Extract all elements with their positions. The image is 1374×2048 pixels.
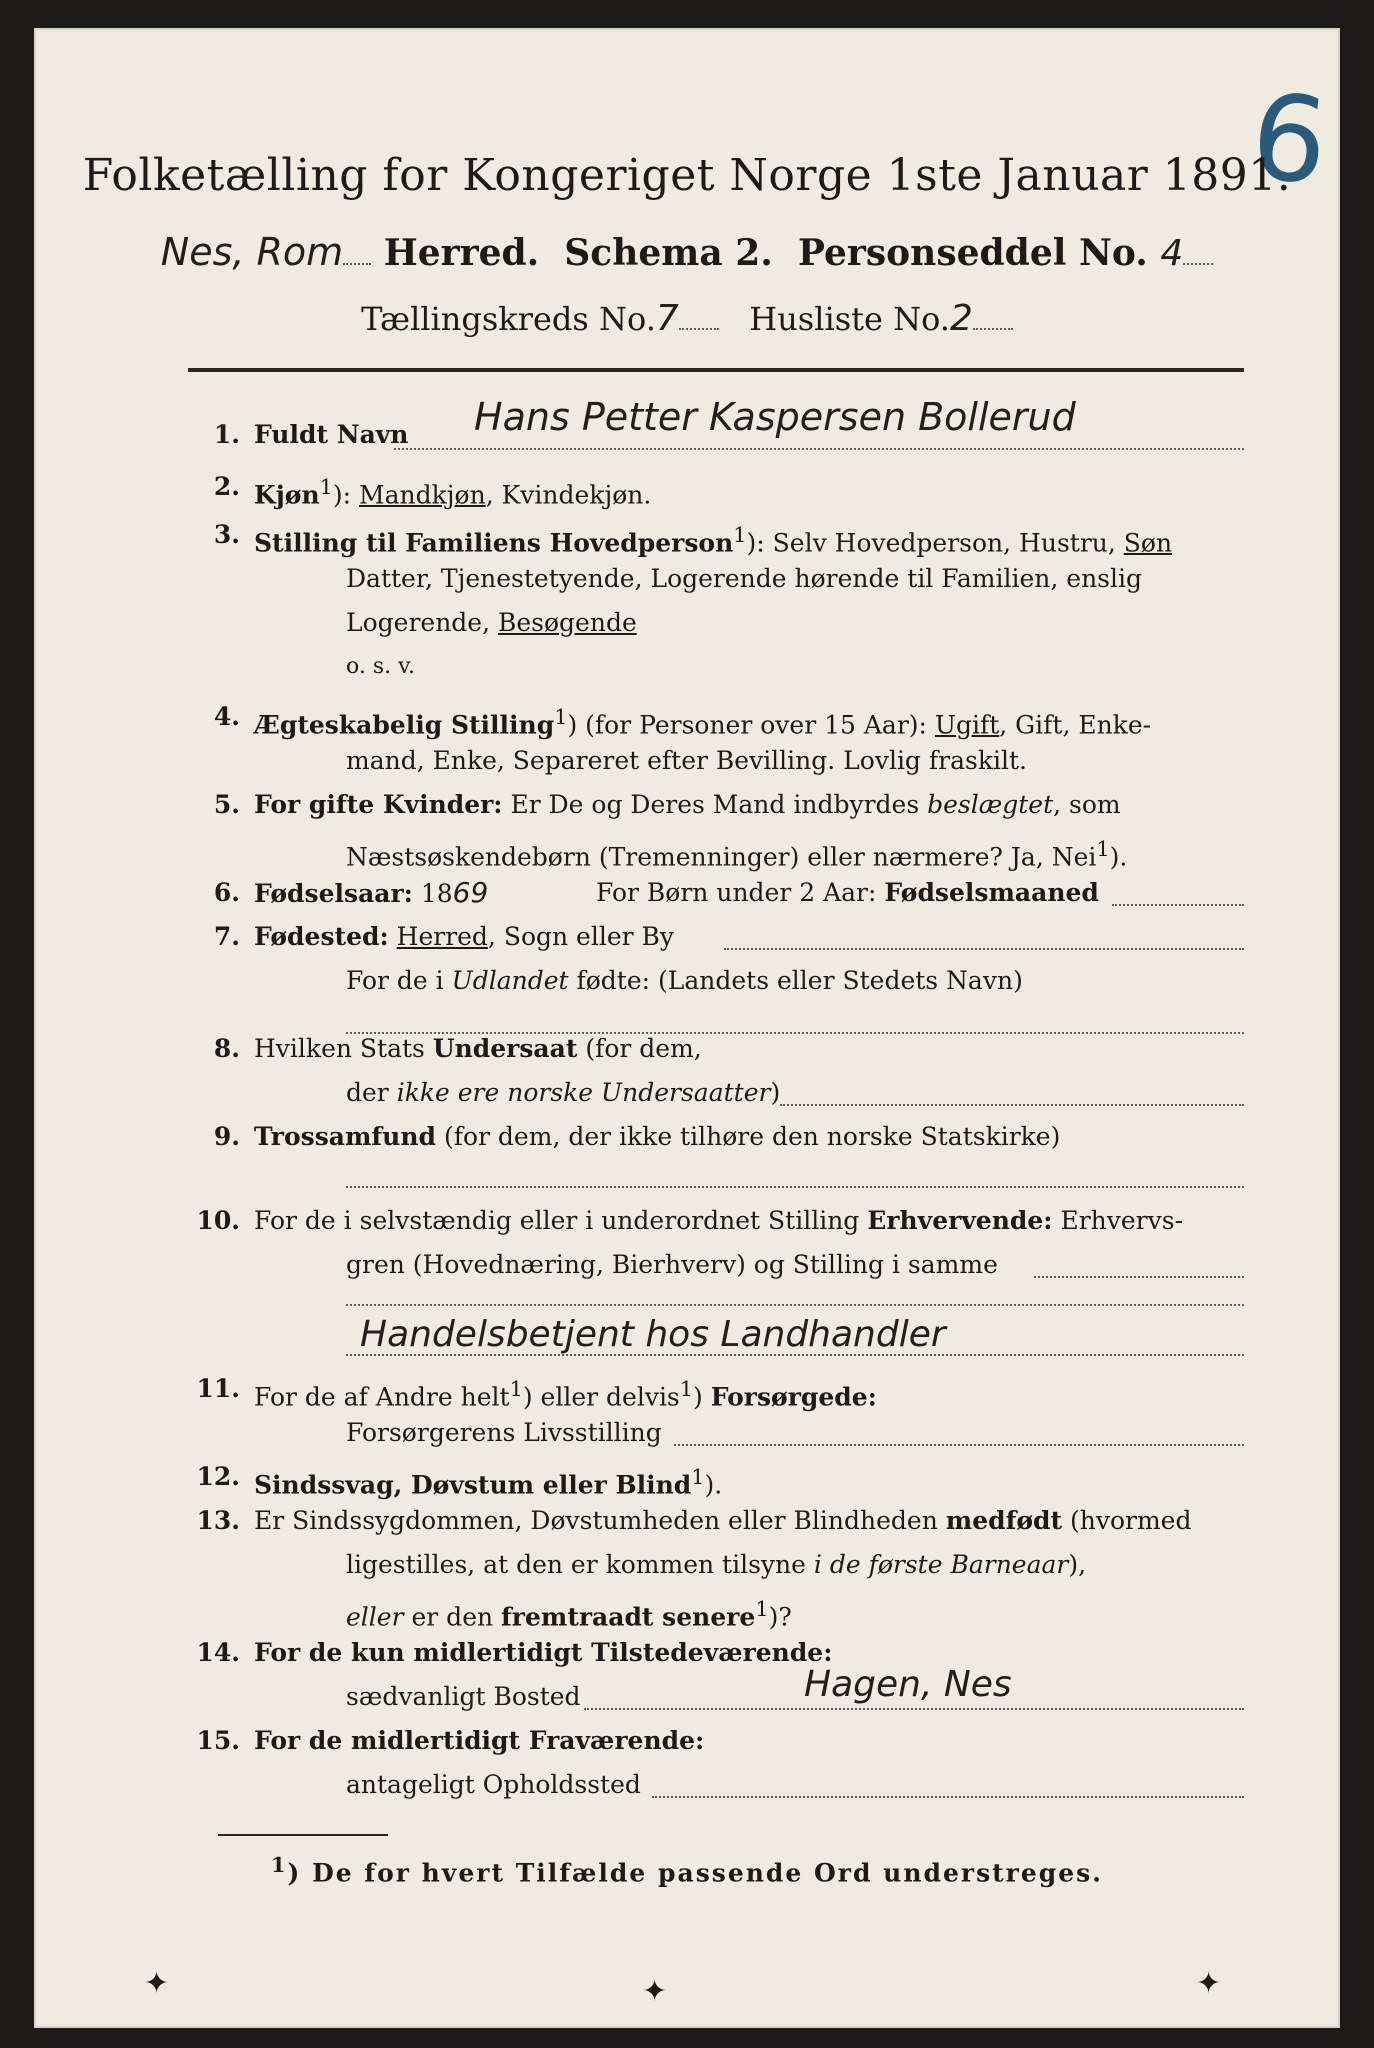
occupation-answer: Handelsbetjent hos Landhandler — [360, 1314, 946, 1355]
item-text: For de i selvstændig eller i underordnet Stilling — [254, 1206, 868, 1235]
item-text: Er De og Deres Mand indbyrdes — [502, 790, 928, 819]
item-label: For de kun midlertidigt Tilstedeværende: — [254, 1638, 833, 1667]
item-number: 12. — [196, 1462, 240, 1491]
item-text: ): — [332, 480, 352, 510]
footnote-ref: 1 — [755, 1597, 769, 1621]
answer-line — [1034, 1276, 1244, 1278]
option-kvindekjon: , Kvindekjøn. — [485, 480, 652, 510]
option-mandkjon-underlined: Mandkjøn — [359, 480, 486, 510]
husliste-label: Husliste No. — [749, 300, 950, 338]
answer-line — [1112, 904, 1244, 906]
item-text: For de i — [346, 966, 452, 995]
item-label: Stilling til Familiens Hovedperson — [254, 528, 734, 558]
item-text: Næstsøskendebørn (Tremenninger) eller nærmere? Ja, Nei — [346, 842, 1097, 872]
option-son-underlined: Søn — [1123, 528, 1173, 558]
item-label: fremtraadt senere — [501, 1602, 756, 1632]
footnote-ref: 1 — [1096, 837, 1110, 861]
footnote-text: ) De for hvert Tilfælde passende Ord understreges. — [287, 1858, 1103, 1888]
item-text: antageligt Opholdssted — [346, 1770, 641, 1799]
personseddel-label: Personseddel No. — [797, 232, 1148, 274]
item-label: For de midlertidigt Fraværende: — [254, 1726, 705, 1755]
item-text: , Gift, Enke- — [999, 710, 1152, 740]
item-text: Udlandet — [451, 966, 569, 995]
item-text: fødte: (Landets eller Stedets Navn) — [568, 966, 1023, 995]
item-number: 10. — [196, 1206, 240, 1235]
item-label: Sindssvag, Døvstum eller Blind — [254, 1470, 692, 1500]
footnote-ref: 1 — [509, 1377, 523, 1401]
item-text: (for dem, der ikke tilhøre den norske Statskirke) — [436, 1122, 1061, 1151]
answer-line — [652, 1796, 1244, 1798]
footnote-ref: 1 — [733, 523, 747, 547]
registration-mark-right: ✦ — [1196, 1966, 1222, 2001]
item-text: i de første Barneaar — [813, 1550, 1069, 1579]
item-label: medfødt — [945, 1506, 1063, 1535]
item-number: 7. — [213, 922, 240, 951]
answer-line — [724, 948, 1244, 950]
footnote — [34, 1852, 1340, 1887]
item-text: ) — [693, 1382, 711, 1412]
answer-line — [674, 1444, 1244, 1446]
item-text: Erhvervs- — [1052, 1206, 1184, 1235]
item-label: Fødselsaar: — [254, 879, 413, 908]
item-text: For Børn under 2 Aar: — [596, 878, 885, 907]
item-text: )? — [768, 1602, 792, 1632]
header-kreds-line — [34, 298, 1340, 339]
census-form-page — [34, 28, 1340, 2028]
item-text: ikke ere norske Undersaatter — [396, 1078, 771, 1107]
residence-answer: Hagen, Nes — [804, 1664, 1012, 1705]
item-text: ) — [770, 1078, 781, 1107]
item-text: ). — [1109, 842, 1128, 872]
item-text: ) eller delvis — [522, 1382, 680, 1412]
item-text: o. s. v. — [346, 654, 415, 679]
item-label: Ægteskabelig Stilling — [254, 710, 555, 740]
item-label: For gifte Kvinder: — [254, 790, 503, 819]
item-label: Trossamfund — [254, 1122, 437, 1151]
item-label: Fuldt Navn — [254, 420, 409, 449]
registration-mark-left: ✦ — [144, 1966, 170, 2001]
item-number: 15. — [196, 1726, 240, 1755]
herred-label: Herred. — [383, 232, 540, 274]
item-text: mand, Enke, Separeret efter Bevilling. Lovlig fraskilt. — [346, 746, 1027, 775]
handwritten-page-number: 6 — [1244, 66, 1335, 212]
option-besogende-underlined: Besøgende — [498, 608, 637, 637]
form-title: Folketælling for Kongeriget Norge 1ste Januar 1891. — [82, 150, 1292, 201]
footnote-ref: 1 — [271, 1852, 288, 1877]
item-label: Fødselsmaaned — [884, 878, 1099, 907]
item-number: 13. — [196, 1506, 240, 1535]
item-label: Undersaat — [432, 1034, 578, 1063]
kreds-label: Tællingskreds No. — [361, 300, 656, 338]
item-number: 11. — [196, 1374, 240, 1403]
item-label: Fødested: — [254, 922, 389, 951]
item-text: ): Selv Hovedperson, Hustru, — [746, 528, 1124, 558]
item-label: Erhvervende: — [867, 1206, 1053, 1235]
item-number: 8. — [213, 1034, 240, 1063]
footnote-ref: 1 — [319, 475, 333, 499]
personseddel-value: 4 — [1160, 233, 1184, 274]
item-text: beslægtet — [927, 790, 1054, 819]
kreds-value: 7 — [655, 298, 679, 339]
name-answer: Hans Petter Kaspersen Bollerud — [474, 395, 1076, 439]
header-herred-line — [34, 230, 1340, 274]
item-text: , som — [1053, 790, 1121, 819]
item-text: Logerende, — [346, 608, 498, 637]
item-number: 2. — [213, 472, 240, 501]
item-label: Forsørgede: — [710, 1382, 877, 1412]
birth-year-answer: 69 — [452, 876, 489, 909]
item-text: ). — [704, 1470, 723, 1500]
item-text: Datter, Tjenestetyende, Logerende hørende til Familien, enslig — [346, 564, 1143, 593]
item-text: , Sogn eller By — [487, 922, 675, 951]
option-ugift-underlined: Ugift — [934, 710, 1000, 740]
item-number: 6. — [213, 878, 240, 907]
answer-line — [346, 1354, 1244, 1356]
item-text: Forsørgerens Livsstilling — [346, 1418, 662, 1447]
item-label: Kjøn — [254, 480, 320, 510]
item-text: (hvormed — [1062, 1506, 1192, 1535]
item-text: eller — [346, 1602, 404, 1632]
option-herred-underlined: Herred — [396, 922, 488, 951]
item-number: 1. — [213, 420, 240, 449]
item-text: ) (for Personer over 15 Aar): — [567, 710, 935, 740]
footnote-divider — [218, 1834, 388, 1836]
footnote-ref: 1 — [691, 1465, 705, 1489]
item-text: sædvanligt Bosted — [346, 1682, 581, 1711]
registration-mark-center: ✦ — [642, 1974, 668, 2009]
answer-line — [346, 1304, 1244, 1306]
item-text: der — [346, 1078, 397, 1107]
item-text: ligestilles, at den er kommen tilsyne — [346, 1550, 814, 1579]
footnote-ref: 1 — [679, 1377, 694, 1401]
answer-line — [346, 1186, 1244, 1188]
husliste-value: 2 — [949, 298, 973, 339]
year-prefix: 18 — [412, 879, 453, 908]
footnote-ref: 1 — [554, 705, 568, 729]
schema-label: Schema 2. — [564, 232, 773, 274]
item-text: ), — [1068, 1550, 1087, 1579]
item-number: 5. — [213, 790, 240, 819]
answer-line — [584, 1708, 1244, 1710]
item-number: 4. — [213, 702, 240, 731]
item-text: gren (Hovednæring, Bierhverv) og Stilling i samme — [346, 1250, 998, 1279]
answer-line — [780, 1104, 1244, 1106]
item-text: er den — [403, 1602, 502, 1632]
header-divider — [188, 368, 1244, 372]
item-text: Hvilken Stats — [254, 1034, 433, 1063]
item-number: 9. — [213, 1122, 240, 1151]
item-text: For de af Andre helt — [254, 1382, 510, 1412]
item-number: 14. — [196, 1638, 240, 1667]
herred-value: Nes, Rom — [160, 230, 344, 274]
answer-line — [394, 448, 1244, 450]
item-text: (for dem, — [577, 1034, 702, 1063]
item-text: Er Sindssygdommen, Døvstumheden eller Blindheden — [254, 1506, 946, 1535]
item-number: 3. — [213, 520, 240, 549]
